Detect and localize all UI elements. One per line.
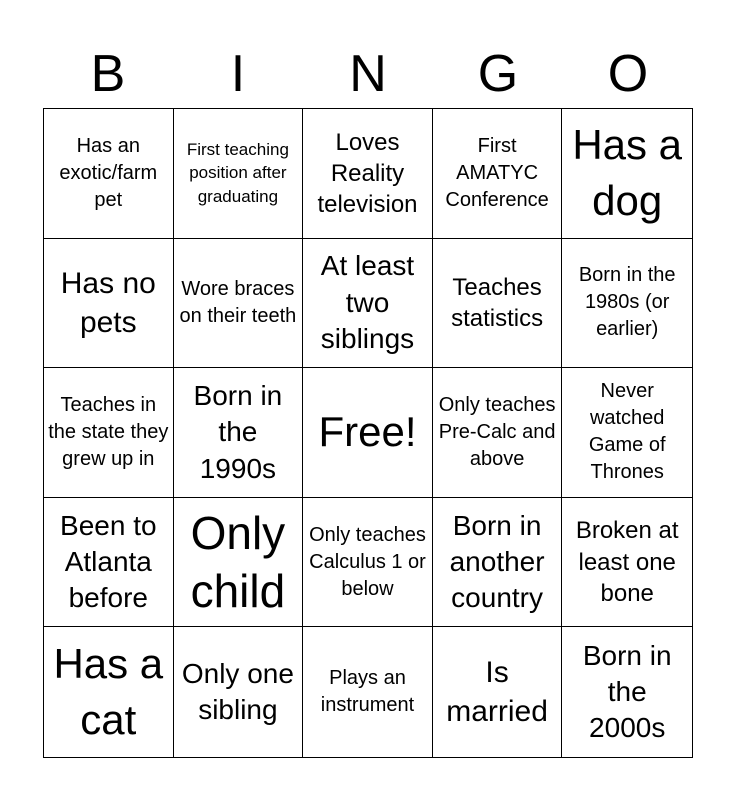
- bingo-cell-r4c3[interactable]: Only teaches Calculus 1 or below: [303, 498, 433, 628]
- bingo-cell-r3c2[interactable]: Born in the 1990s: [174, 368, 304, 498]
- bingo-cell-r1c4[interactable]: First AMATYC Conference: [433, 109, 563, 239]
- header-letter-n: N: [349, 45, 387, 103]
- header-letter-g: G: [477, 45, 519, 103]
- bingo-cell-r2c1[interactable]: Has no pets: [44, 239, 174, 369]
- bingo-cell-r5c4[interactable]: Is married: [433, 627, 563, 757]
- bingo-cell-r5c5[interactable]: Born in the 2000s: [582, 639, 672, 744]
- bingo-cell-r3c1[interactable]: Teaches in the state they grew up in: [44, 368, 174, 498]
- bingo-cell-r4c4[interactable]: Born in another country: [433, 498, 563, 628]
- header-letter-b: B: [90, 45, 126, 103]
- bingo-cell-r4c2[interactable]: Only child: [174, 498, 304, 628]
- bingo-cell-r4c1[interactable]: Been to Atlanta before: [44, 498, 174, 628]
- bingo-cell-r2c4[interactable]: Teaches statistics: [433, 239, 563, 369]
- bingo-cell-free[interactable]: Free!: [303, 368, 433, 498]
- bingo-cell-r1c2[interactable]: First teaching position after graduating: [174, 109, 304, 239]
- bingo-cell-r1c5[interactable]: Has a dog: [562, 109, 692, 239]
- header-letter-o: O: [607, 45, 649, 103]
- bingo-cell-r3c5[interactable]: Never watched Game of Thrones: [562, 368, 692, 498]
- bingo-cell-r2c3[interactable]: At least two siblings: [303, 239, 433, 369]
- bingo-cell-r1c3[interactable]: Loves Reality television: [303, 109, 433, 239]
- bingo-header: [43, 40, 693, 108]
- bingo-cell-r2c5[interactable]: Born in the 1980s (or earlier): [562, 239, 692, 369]
- bingo-cell-r4c5[interactable]: Broken at least one bone: [562, 498, 692, 628]
- bingo-cell-r5c2[interactable]: Only one sibling: [174, 627, 304, 757]
- bingo-cell-r5c3[interactable]: Plays an instrument: [303, 627, 433, 757]
- bingo-card-grid: [43, 108, 693, 758]
- bingo-cell-r5c1[interactable]: Has a cat: [44, 627, 174, 757]
- header-letter-i: I: [230, 45, 246, 103]
- bingo-cell-r3c4[interactable]: Only teaches Pre-Calc and above: [433, 368, 563, 498]
- bingo-cell-r1c1[interactable]: Has an exotic/farm pet: [44, 109, 174, 239]
- bingo-cell-r2c2[interactable]: Wore braces on their teeth: [174, 239, 304, 369]
